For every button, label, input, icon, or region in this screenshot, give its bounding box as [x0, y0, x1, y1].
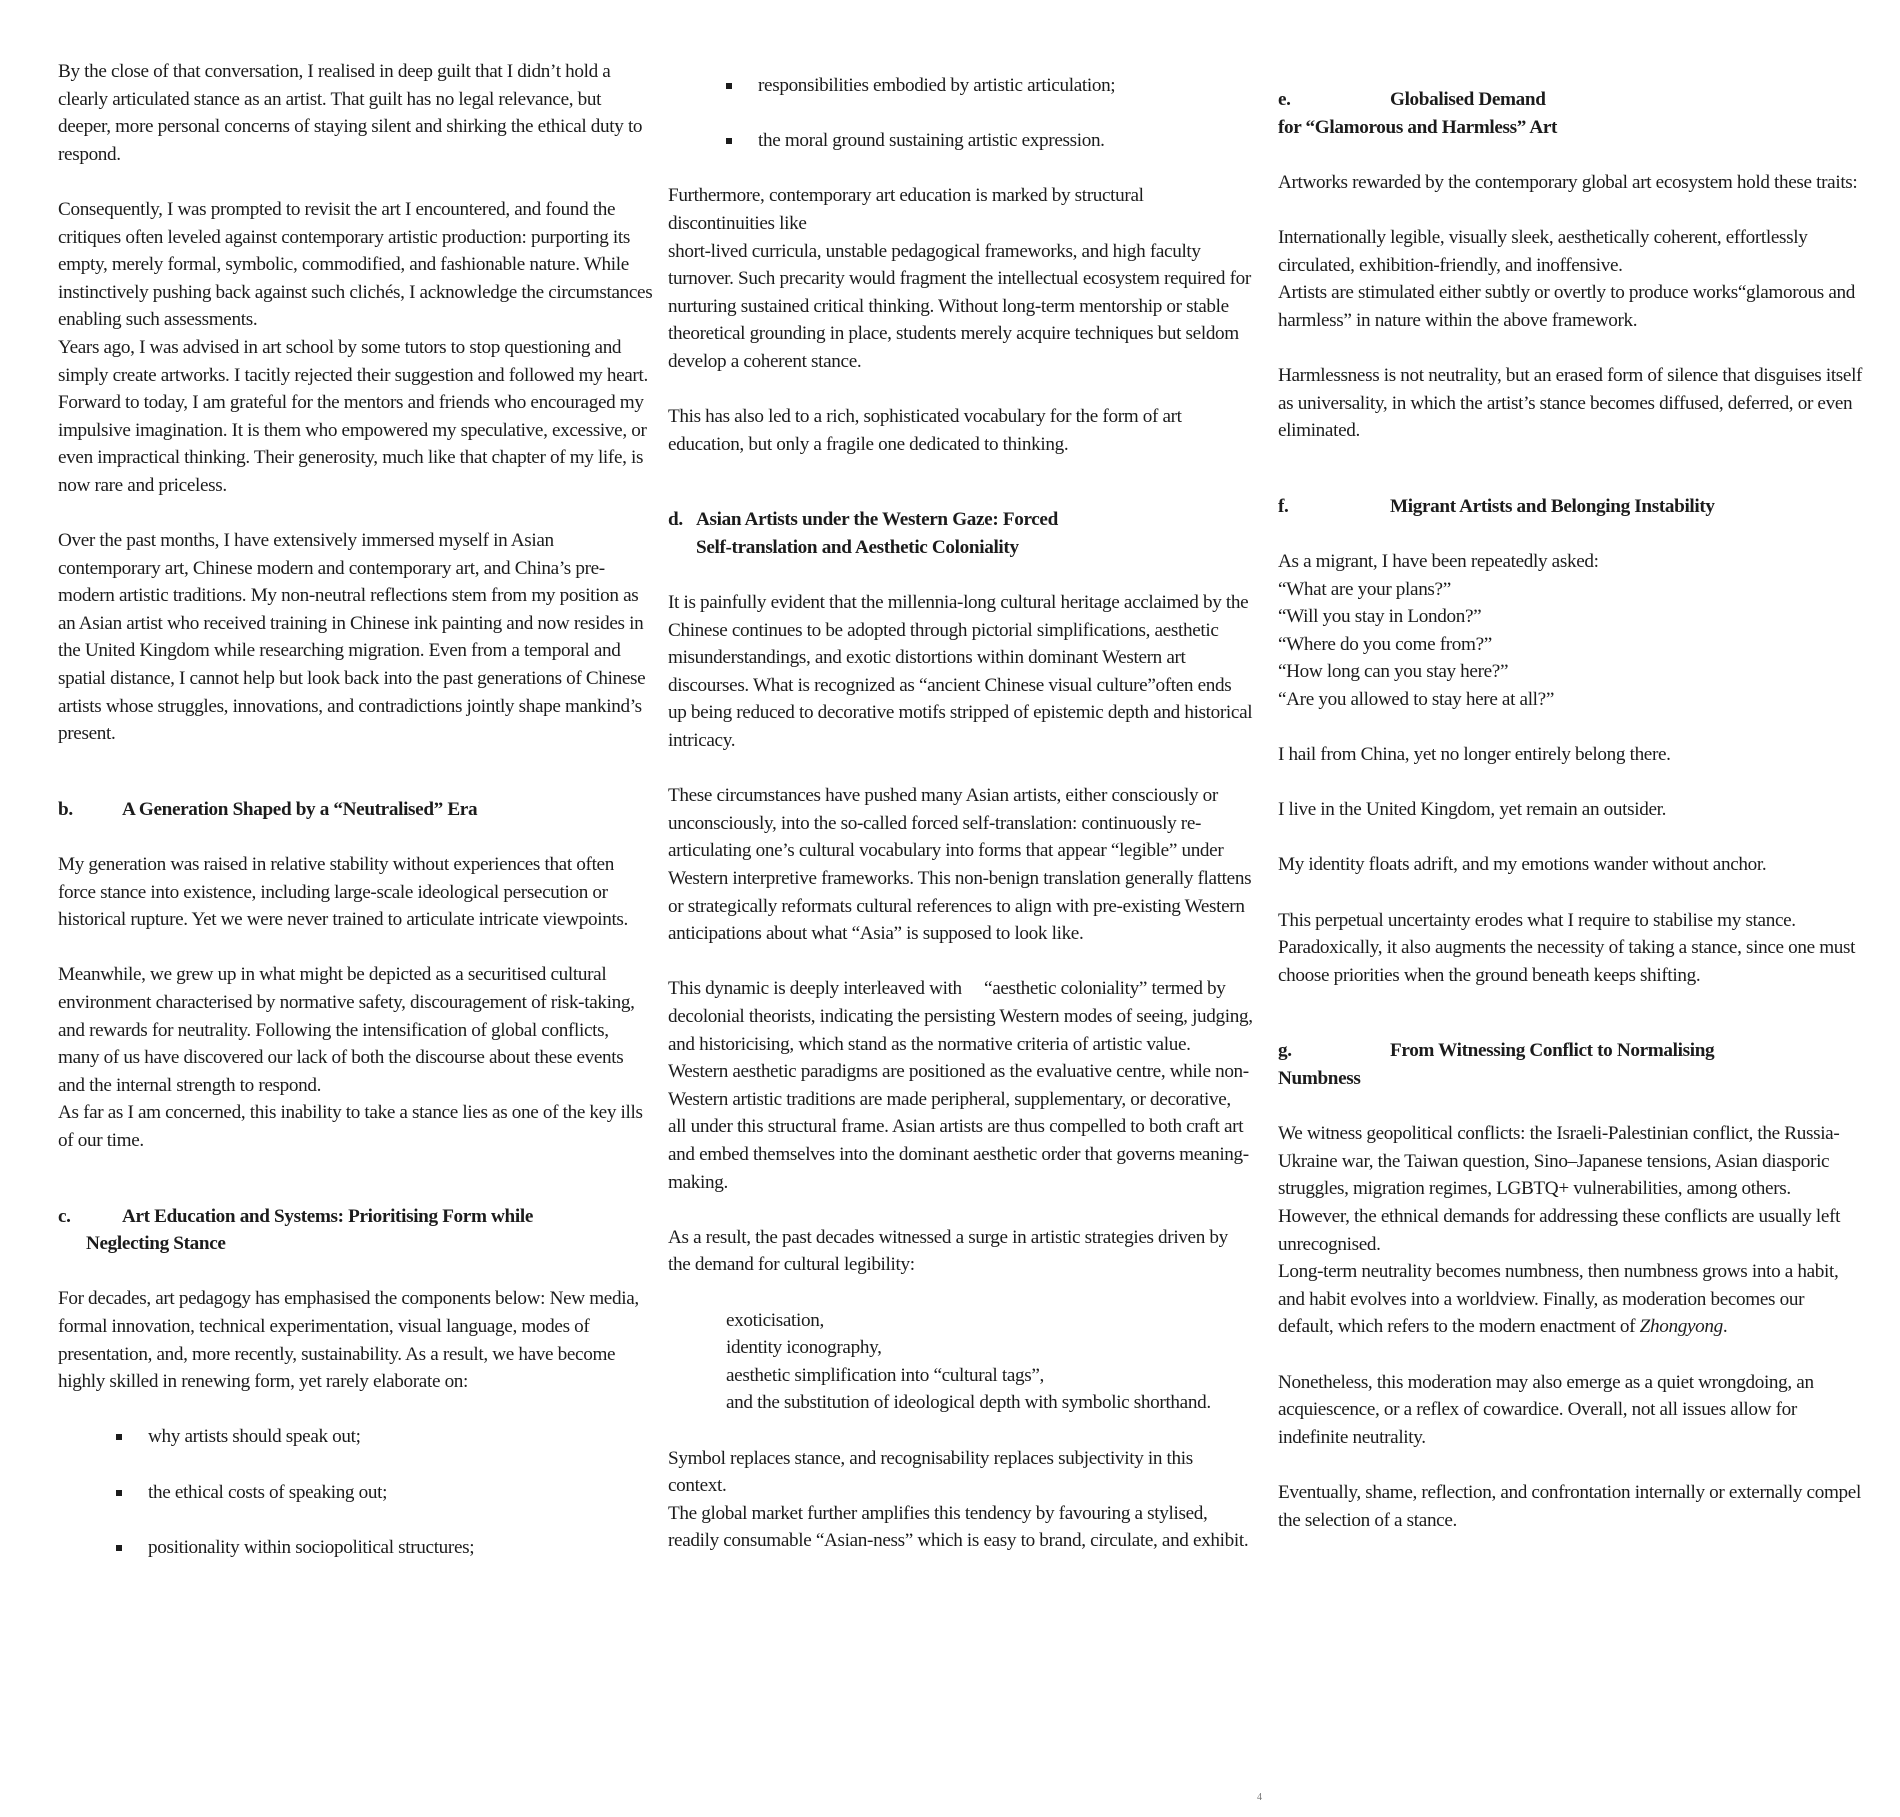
column-3 [1278, 86, 1863, 1562]
paragraph: This perpetual uncertainty erodes what I require to stabilise my stance. Paradoxically, it also augments the necessity of taking a stance, since one must choose priorities when the ground beneath keeps shifting. [1278, 909, 1856, 986]
paragraph-part: . [1722, 1316, 1728, 1338]
section-label: b. [58, 798, 73, 820]
paragraph: Eventually, shame, reflection, and confrontation internally or externally compel the selection of a stance. [1278, 1481, 1861, 1531]
section-heading-e [1278, 86, 1863, 141]
section-title-cont: Neglecting Stance [86, 1233, 226, 1255]
paragraph: Internationally legible, visually sleek, aesthetically coherent, effortlessly circulated, exhibition-friendly, and inoffensive. [1278, 226, 1808, 276]
paragraph-part: Furthermore, contemporary art education is marked by structural discontinuities like [668, 185, 1144, 234]
emphasis-term: Zhongyong [1639, 1316, 1723, 1338]
paragraph: My identity floats adrift, and my emotions wander without anchor. [1278, 854, 1767, 876]
section-heading-f [1278, 493, 1863, 521]
paragraph: My generation was raised in relative stability without experiences that often force stance into existence, including large-scale ideological persecution or historical rupture. Yet we were never trained to articulate intricate viewpoints. [58, 854, 628, 931]
section-title: A Generation Shaped by a “Neutralised” Era [122, 798, 478, 820]
section-title: From Witnessing Conflict to Normalising [1390, 1040, 1715, 1062]
bullet-list [668, 72, 1253, 155]
paragraph: The global market further amplifies this tendency by favouring a stylised, readily consumable “Asian-ness” which is easy to brand, circulate, and exhibit. [668, 1502, 1249, 1552]
paragraph: Nonetheless, this moderation may also emerge as a quiet wrongdoing, an acquiescence, or a reflex of cowardice. Overall, not all issues allow for indefinite neutrality. [1278, 1371, 1814, 1448]
list-item: responsibilities embodied by artistic articulation; [668, 72, 1253, 100]
paragraph: Harmlessness is not neutrality, but an erased form of silence that disguises itself as universality, in which the artist’s stance becomes diffused, deferred, or even eliminated. [1278, 364, 1863, 442]
list-item: positionality within sociopolitical structures; [58, 1534, 653, 1562]
paragraph: I live in the United Kingdom, yet remain an outsider. [1278, 799, 1667, 821]
paragraph: As a migrant, I have been repeatedly asked: [1278, 550, 1599, 572]
column-2 [668, 72, 1258, 1582]
section-heading-c [58, 1203, 653, 1258]
page-number: 4 [1257, 1792, 1262, 1803]
paragraph: These circumstances have pushed many Asian artists, either consciously or unconsciously, into the so-called forced self-translation: continuously re-articulating one’s cultural vocabulary into forms that appear “legible” under Western interpretive frameworks. This non-benign translation generally flattens or strategically reformats cultural references to align with pre-existing Western anticipations about what “Asia” is supposed to look like. [668, 785, 1252, 945]
paragraph: Consequently, I was prompted to revisit the art I encountered, and found the critiques often leveled against contemporary artistic production: purporting its empty, merely formal, symbolic, commodified, and fashionable nature. While instinctively pushing back against such clichés, I acknowledge the circumstances enabling such assessments. [58, 198, 653, 331]
paragraph: Artworks rewarded by the contemporary global art ecosystem hold these traits: [1278, 171, 1858, 193]
list-item: exoticisation, [726, 1309, 824, 1331]
section-title-cont: Self-translation and Aesthetic Coloniality [696, 536, 1019, 558]
section-title: Migrant Artists and Belonging Instability [1390, 495, 1715, 517]
section-title: Globalised Demand [1390, 89, 1546, 110]
strategy-list [726, 1307, 1253, 1417]
section-label: e. [1278, 89, 1291, 110]
paragraph-part: short-lived curricula, unstable pedagogical frameworks, and high faculty turnover. Such precarity would fragment the intellectual ecosystem required for nurturing sustained critical thinking. Without long-term mentorship or stable theoretical grounding in place, students merely acquire techniques but seldom develop a coherent stance. [668, 240, 1251, 372]
paragraph: This has also led to a rich, sophisticated vocabulary for the form of art education, but only a fragile one dedicated to thinking. [668, 406, 1182, 455]
section-label: f. [1278, 495, 1289, 517]
section-label: d. [668, 509, 683, 531]
paragraph: This dynamic is deeply interleaved with “aesthetic coloniality” termed by decolonial theorists, indicating the persisting Western modes of seeing, judging, and historicising, which stand as the normative criteria of artistic value. Western aesthetic paradigms are positioned as the evaluative centre, while non-Western artistic traditions are made peripheral, supplementary, or decorative, all under this structural frame. Asian artists are thus compelled to both craft art and embed themselves into the dominant aesthetic order that governs meaning-making. [668, 978, 1258, 1193]
paragraph: For decades, art pedagogy has emphasised the components below: New media, formal innovation, technical experimentation, visual language, modes of presentation, and, more recently, sustainability. As a result, we have become highly skilled in renewing form, yet rarely elaborate on: [58, 1288, 639, 1393]
list-item: why artists should speak out; [58, 1423, 653, 1451]
paragraph: Years ago, I was advised in art school by some tutors to stop questioning and simply create artworks. I tacitly rejected their suggestion and followed my heart. Forward to today, I am grateful for the mentors and friends who encouraged my impulsive imagination. It is them who empowered my speculative, excessive, or even impractical thinking. Their generosity, much like that chapter of my life, is now rare and priceless. [58, 336, 648, 496]
paragraph-part: Long-term neutrality becomes numbness, then numbness grows into a habit, and habit evolves into a worldview. Finally, as moderation becomes our default, which refers to the modern enactment of [1278, 1261, 1839, 1338]
paragraph [1278, 1258, 1863, 1341]
paragraph: As far as I am concerned, this inability to take a stance lies as one of the key ills of our time. [58, 1102, 643, 1151]
list-item: the ethical costs of speaking out; [58, 1479, 653, 1507]
paragraph: As a result, the past decades witnessed a surge in artistic strategies driven by the demand for cultural legibility: [668, 1226, 1228, 1276]
paragraph: It is painfully evident that the millennia-long cultural heritage acclaimed by the Chinese continues to be adopted through pictorial simplifications, aesthetic misunderstandings, and exotic distortions within dominant Western art discourses. What is recognized as “ancient Chinese visual culture”often ends up being reduced to decorative motifs stripped of epistemic depth and historical intricacy. [668, 592, 1253, 752]
paragraph: Symbol replaces stance, and recognisability replaces subjectivity in this context. [668, 1447, 1193, 1497]
paragraph: By the close of that conversation, I realised in deep guilt that I didn’t hold a clearly articulated stance as an artist. That guilt has no legal relevance, but deeper, more personal concerns of staying silent and shirking the ethical duty to respond. [58, 61, 643, 165]
section-title-cont: Numbness [1278, 1068, 1361, 1089]
list-item: aesthetic simplification into “cultural tags”, [726, 1364, 1044, 1386]
list-item: the moral ground sustaining artistic expression. [668, 127, 1253, 155]
section-label: c. [58, 1205, 71, 1227]
section-title: Asian Artists under the Western Gaze: Forced [696, 509, 1058, 531]
list-item: “Where do you come from?” [1278, 633, 1492, 655]
list-item: identity iconography, [726, 1337, 882, 1359]
section-heading-d [668, 506, 1253, 561]
list-item: “What are your plans?” [1278, 578, 1451, 600]
list-item: and the substitution of ideological depth with symbolic shorthand. [726, 1392, 1211, 1414]
paragraph: Over the past months, I have extensively immersed myself in Asian contemporary art, Chinese modern and contemporary art, and China’s pre-modern artistic traditions. My non-neutral reflections stem from my position as an Asian artist who received training in Chinese ink painting and now resides in the United Kingdom while researching migration. Even from a temporal and spatial distance, I cannot help but look back into the past generations of Chinese artists whose struggles, innovations, and contradictions jointly shape mankind’s present. [58, 530, 646, 745]
section-title-cont: for “Glamorous and Harmless” Art [1278, 116, 1558, 138]
list-item: “Are you allowed to stay here at all?” [1278, 688, 1554, 710]
question-list [1278, 576, 1863, 714]
column-1 [58, 58, 653, 1589]
paragraph: Artists are stimulated either subtly or overtly to produce works“glamorous and harmless” in nature within the above framework. [1278, 282, 1855, 331]
bullet-list [58, 1423, 653, 1561]
section-title: Art Education and Systems: Prioritising Form while [122, 1205, 534, 1227]
section-heading-b [58, 796, 653, 824]
paragraph: We witness geopolitical conflicts: the Israeli-Palestinian conflict, the Russia-Ukraine war, the Taiwan question, Sino–Japanese tensions, Asian diasporic struggles, migration regimes, LGBTQ+ vulnerabilities, among others. However, the ethnical demands for addressing these conflicts are usually left unrecognised. [1278, 1123, 1841, 1255]
section-heading-g [1278, 1037, 1863, 1092]
section-label: g. [1278, 1040, 1292, 1062]
list-item: “Will you stay in London?” [1278, 606, 1482, 628]
list-item: “How long can you stay here?” [1278, 661, 1509, 683]
paragraph: I hail from China, yet no longer entirely belong there. [1278, 744, 1671, 766]
paragraph [668, 182, 1253, 375]
paragraph: Meanwhile, we grew up in what might be depicted as a securitised cultural environment characterised by normative safety, discouragement of risk-taking, and rewards for neutrality. Following the intensification of global conflicts, many of us have discovered our lack of both the discourse about these events and the internal strength to respond. [58, 964, 635, 1096]
